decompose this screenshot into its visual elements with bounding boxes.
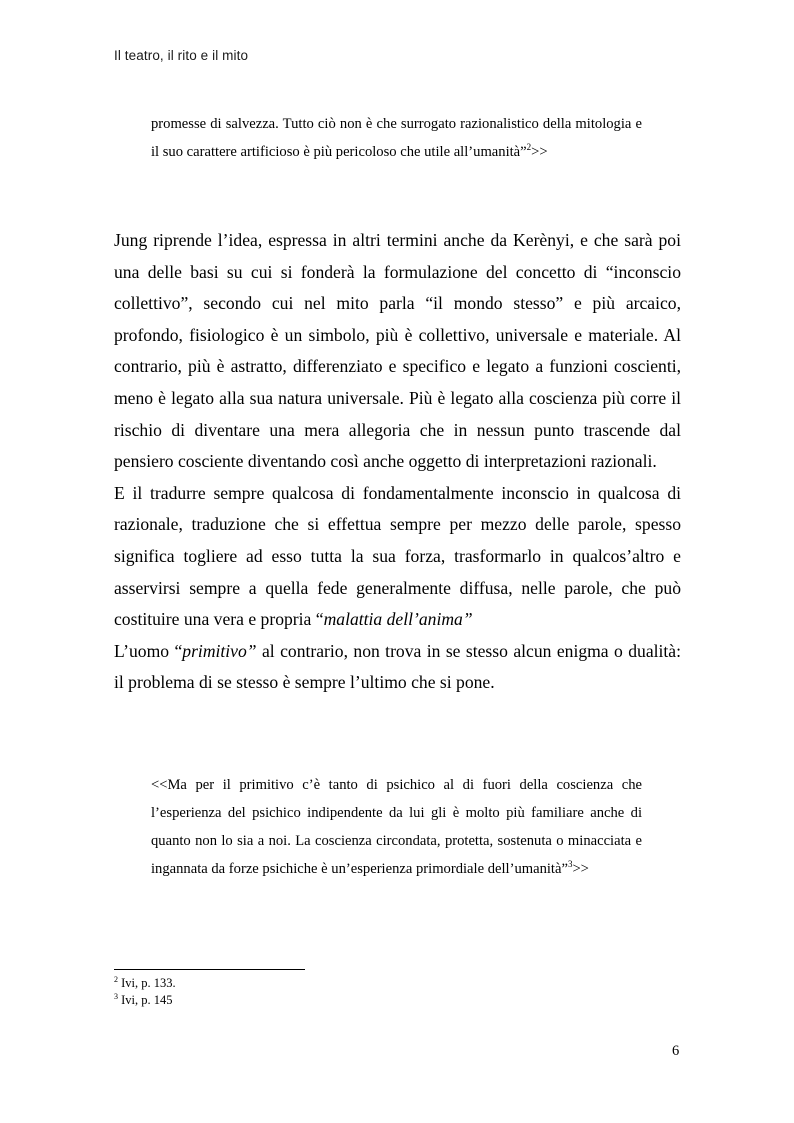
footnote-2 [114, 975, 176, 992]
footnote-ref-2[interactable]: 2 [526, 142, 532, 153]
paragraph-3 [114, 636, 681, 699]
block-quote-1 [151, 110, 642, 166]
body-text [114, 225, 681, 699]
footnote-ref-3[interactable]: 3 [567, 859, 573, 870]
running-header: Il teatro, il rito e il mito [114, 48, 249, 63]
paragraph-2-text: E il tradurre sempre qualcosa di fondamentalmente inconscio in qualcosa di razionale, traduzione che si effettua sempre per mezzo delle parole, spesso significa togliere ad esso tutta la sua forza, trasformarlo in qualcos’altro e asservirsi sempre a quella fede generalmente diffusa, nelle parole, che può costituire una vera e propria “ [114, 482, 681, 630]
footnote-3 [114, 992, 176, 1009]
block-quote-2 [151, 771, 642, 883]
quote-2-close: >> [572, 861, 589, 877]
page-number: 6 [672, 1043, 680, 1059]
footnote-3-text: Ivi, p. 145 [118, 992, 173, 1007]
footnote-separator [114, 969, 305, 970]
footnote-3-number: 3 [114, 991, 118, 1001]
footnotes [114, 975, 176, 1008]
paragraph-1: Jung riprende l’idea, espressa in altri termini anche da Kerènyi, e che sarà poi una delle basi su cui si fonderà la formulazione del concetto di “inconscio collettivo”, secondo cui nel mito parla “il mondo stesso” e più arcaico, profondo, fisiologico è un simbolo, più è collettivo, universale e materiale. Al contrario, più è astratto, differenziato e specifico e legato a funzioni coscienti, meno è legato alla sua natura universale. Più è legato alla coscienza più corre il rischio di diventare una mera allegoria che in nessun punto trascende dal pensiero cosciente diventando così anche oggetto di interpretazioni razionali. [114, 230, 681, 472]
paragraph-2-emphasis: malattia dell’anima” [323, 609, 473, 630]
footnote-2-number: 2 [114, 974, 118, 984]
paragraph-2 [114, 478, 681, 636]
paragraph-3-emphasis: primitivo” [182, 640, 257, 661]
quote-2-text: <<Ma per il primitivo c’è tanto di psichico al di fuori della coscienza che l’esperienza del psichico indipendente da lui gli è molto più familiare anche di quanto non lo sia a noi. La coscienza circondata, protetta, sostenuta o minacciata e ingannata da forze psichiche è un’esperienza primordiale dell’umanità” [151, 777, 642, 877]
quote-1-text: promesse di salvezza. Tutto ciò non è che surrogato razionalistico della mitologia e il suo carattere artificioso è più pericoloso che utile all’umanità” [151, 116, 642, 160]
paragraph-3-post: al contrario, non trova in se stesso alcun enigma o dualità: il problema di se stesso è sempre l’ultimo che si pone. [114, 640, 681, 693]
quote-1-close: >> [531, 144, 548, 160]
paragraph-3-pre: L’uomo “ [114, 640, 183, 661]
footnote-2-text: Ivi, p. 133. [118, 976, 176, 990]
